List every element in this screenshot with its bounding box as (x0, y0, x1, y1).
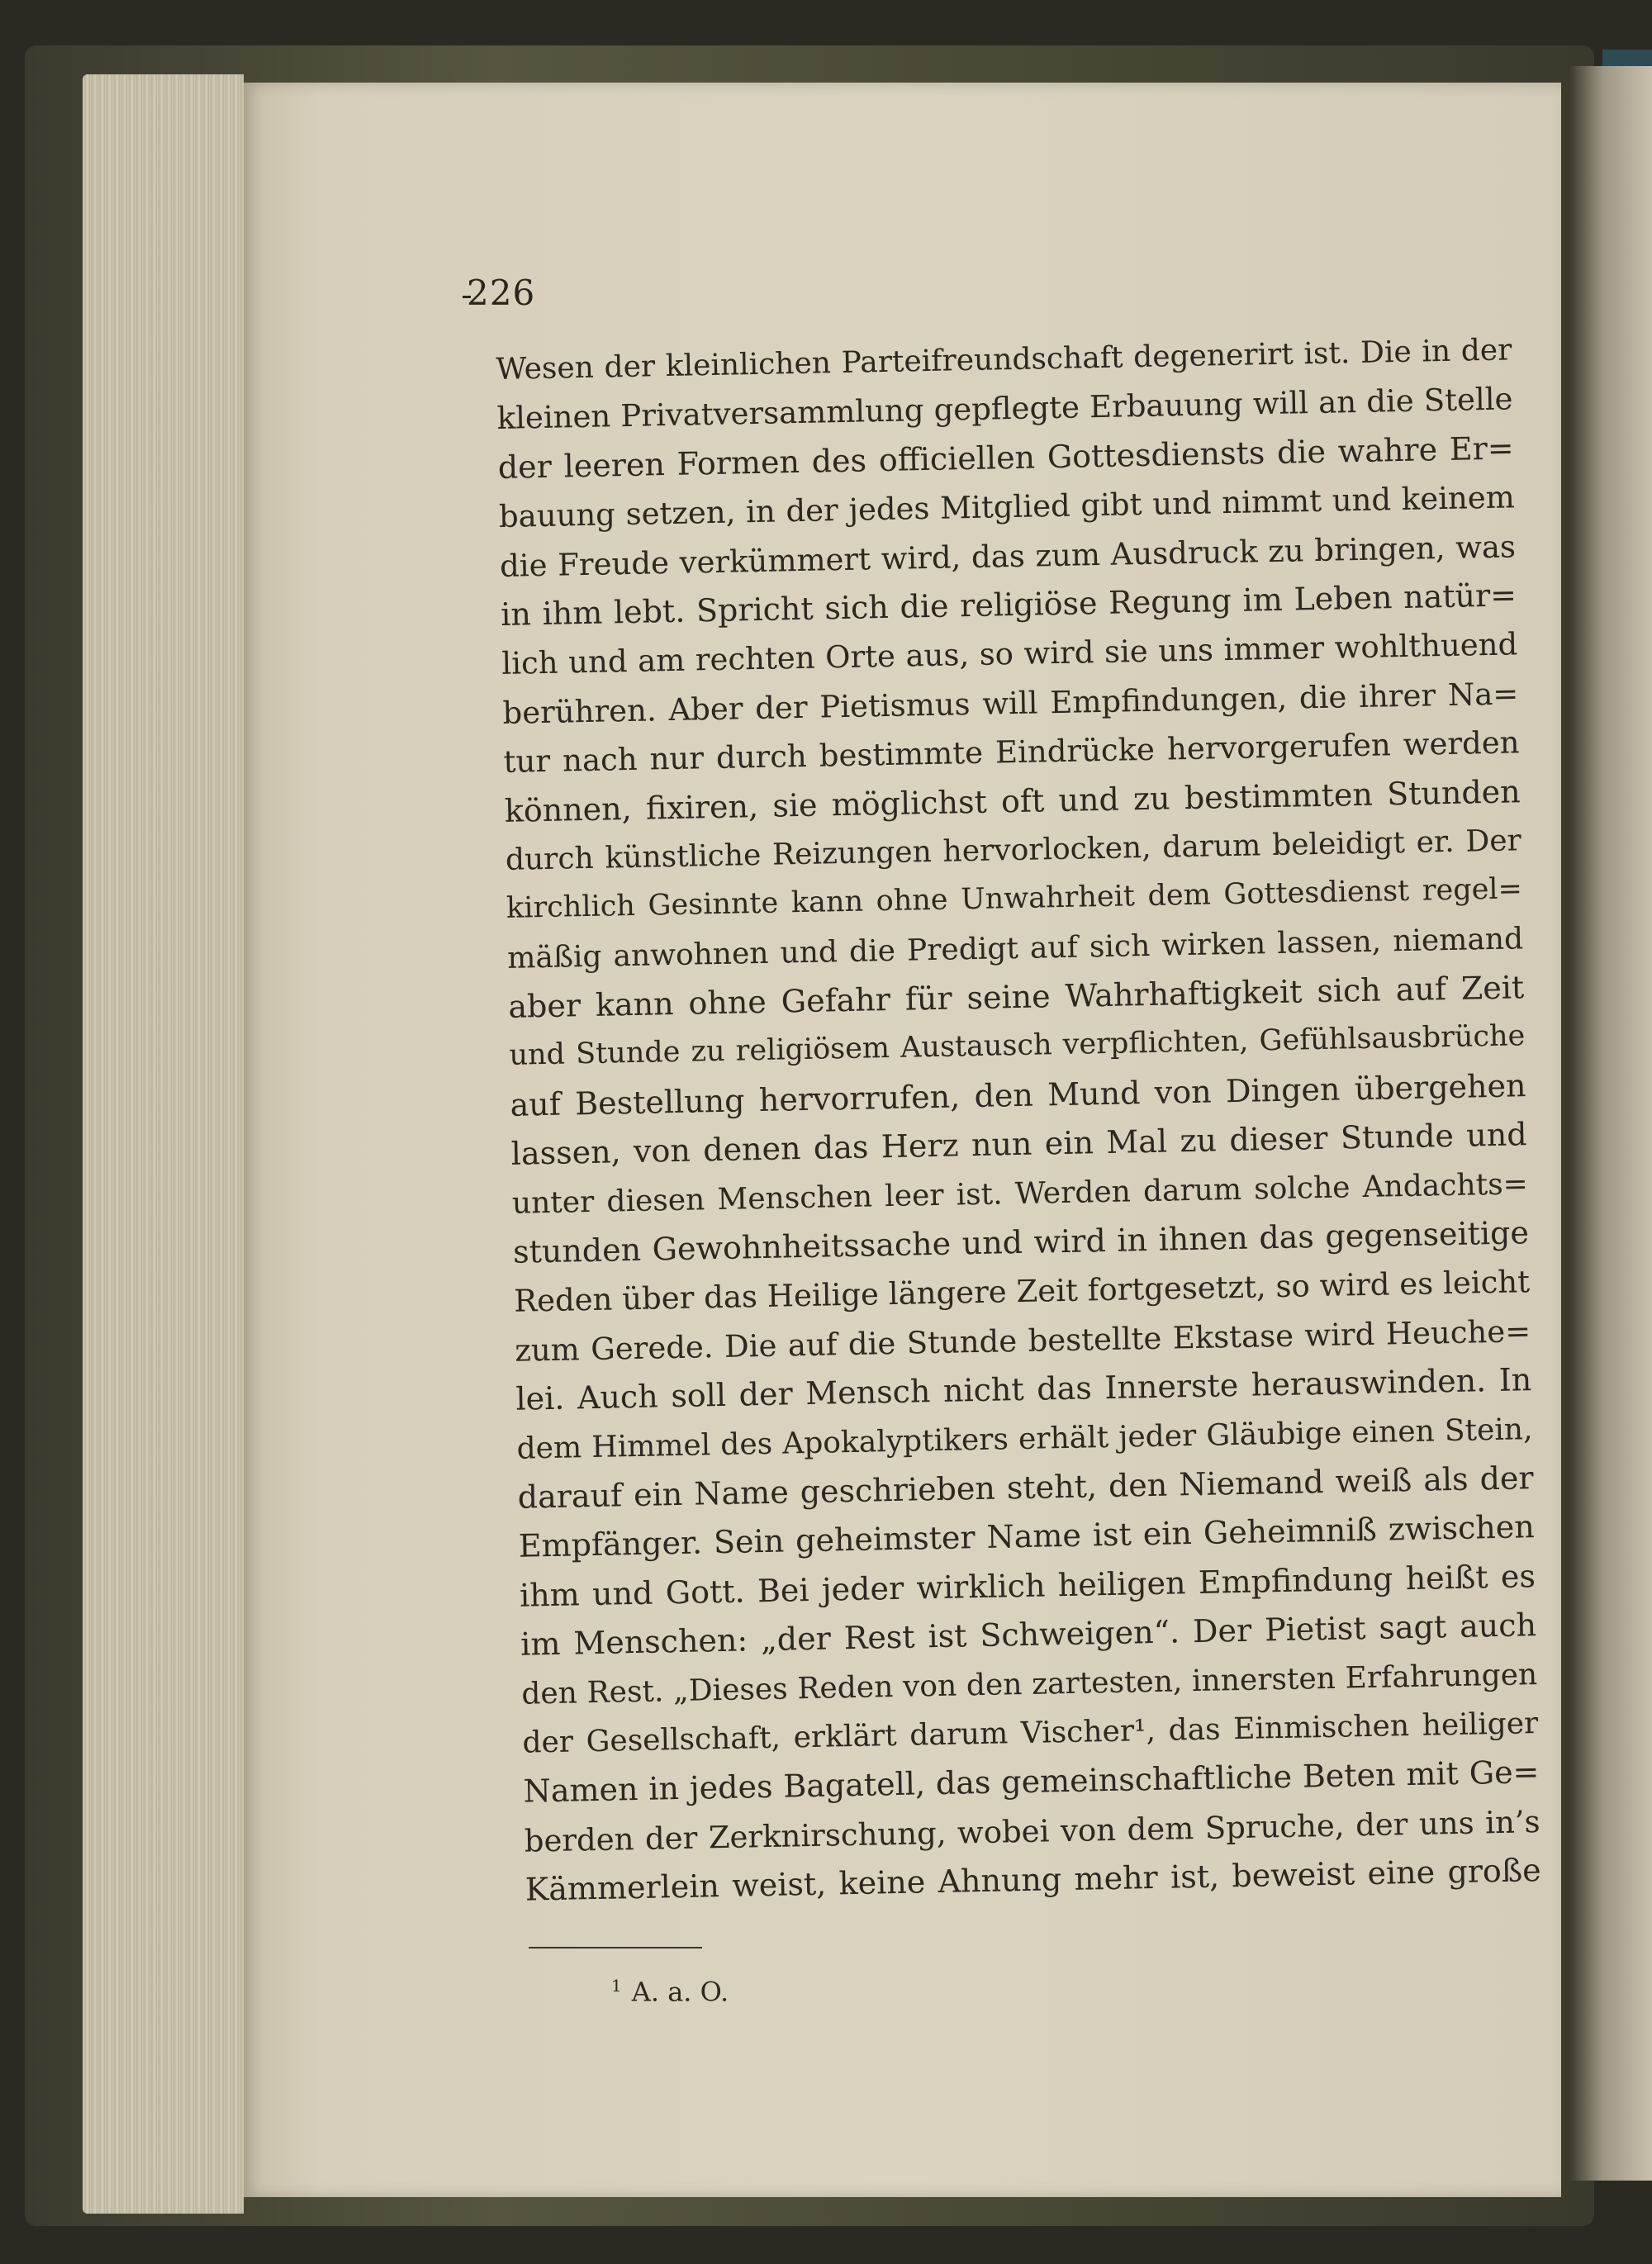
text-line: bauung setzen, in der jedes Mitglied gibt und nimmt und keinem (498, 479, 1516, 535)
text-line: der Gesellschaft, erklärt darum Vischer¹, das Einmischen heiliger (522, 1706, 1539, 1760)
text-line: stunden Gewohnheitssache und wird in ihnen das gegenseitige (512, 1214, 1530, 1270)
text-line: lei. Auch soll der Mensch nicht das Innerste herauswinden. In (515, 1361, 1532, 1417)
text-line: ihm und Gott. Bei jeder wirklich heiligen Empfindung heißt es (519, 1557, 1536, 1614)
footnote-rule (529, 1947, 702, 1948)
text-line: Reden über das Heilige längere Zeit fortgesetzt, so wird es leicht (513, 1264, 1531, 1320)
text-line: Wesen der kleinlichen Parteifreundschaft degenerirt ist. Die in der (496, 333, 1512, 387)
text-line: kirchlich Gesinnte kann ohne Unwahrheit dem Gottesdienst regel= (506, 872, 1523, 926)
facing-page-edge (1569, 66, 1652, 2181)
text-line: im Menschen: „der Rest ist Schweigen“. Der Pietist sagt auch (520, 1607, 1537, 1663)
text-line: Empfänger. Sein geheimster Name ist ein Geheimniß zwischen (518, 1508, 1536, 1565)
text-line: aber kann ohne Gefahr für seine Wahrhaftigkeit sich auf Zeit (507, 969, 1525, 1025)
text-line: den Rest. „Dieses Reden von den zartesten, innersten Erfahrungen (520, 1657, 1538, 1711)
page-edges (83, 74, 244, 2214)
page-number: 226 (467, 273, 536, 313)
text-line: dem Himmel des Apokalyptikers erhält jeder Gläubige einen Stein, (516, 1412, 1533, 1466)
text-line: auf Bestellung hervorrufen, den Mund von Dingen übergehen (510, 1067, 1526, 1123)
footnote-text: A. a. O. (631, 1976, 729, 2008)
footnote (611, 1976, 729, 2008)
text-line: zum Gerede. Die auf die Stunde bestellte Ekstase wird Heuche= (514, 1312, 1531, 1369)
text-line: können, fixiren, sie möglichst oft und zu bestimmten Stunden (504, 772, 1521, 829)
text-line: Namen in jedes Bagatell, das gemeinschaftliche Beten mit Ge= (523, 1754, 1540, 1811)
text-line: der leeren Formen des officiellen Gottesdiensts die wahre Er= (497, 430, 1515, 486)
footnote-marker: 1 (611, 1976, 622, 1996)
text-line: tur nach nur durch bestimmte Eindrücke hervorgerufen werden (503, 724, 1520, 781)
text-line: berden der Zerknirschung, wobei von dem Spruche, der uns in’s (524, 1803, 1540, 1859)
body-text (496, 325, 1541, 1915)
text-line: berühren. Aber der Pietismus will Empfindungen, die ihrer Na= (502, 676, 1519, 731)
text-line: Kämmerlein weist, keine Ahnung mehr ist, beweist eine große (525, 1852, 1542, 1908)
text-line: lich und am rechten Orte aus, so wird sie uns immer wohlthuend (501, 626, 1518, 682)
text-line: und Stunde zu religiösem Austausch verpflichten, Gefühlsausbrüche (509, 1019, 1526, 1073)
text-line: durch künstliche Reizungen hervorlocken, darum beleidigt er. Der (505, 823, 1522, 877)
text-line: kleinen Privatversammlung gepflegte Erbauung will an die Stelle (496, 381, 1513, 437)
text-line: mäßig anwohnen und die Predigt auf sich wirken lassen, niemand (506, 921, 1524, 975)
text-line: darauf ein Name geschrieben steht, den Niemand weiß als der (517, 1459, 1534, 1516)
text-line: die Freude verkümmert wird, das zum Ausdruck zu bringen, was (499, 528, 1517, 584)
text-line: lassen, von denen das Herz nun ein Mal zu dieser Stunde und (510, 1116, 1527, 1173)
text-line: unter diesen Menschen leer ist. Werden darum solche Andachts= (511, 1166, 1529, 1221)
text-line: in ihm lebt. Spricht sich die religiöse Regung im Leben natür= (500, 577, 1517, 633)
